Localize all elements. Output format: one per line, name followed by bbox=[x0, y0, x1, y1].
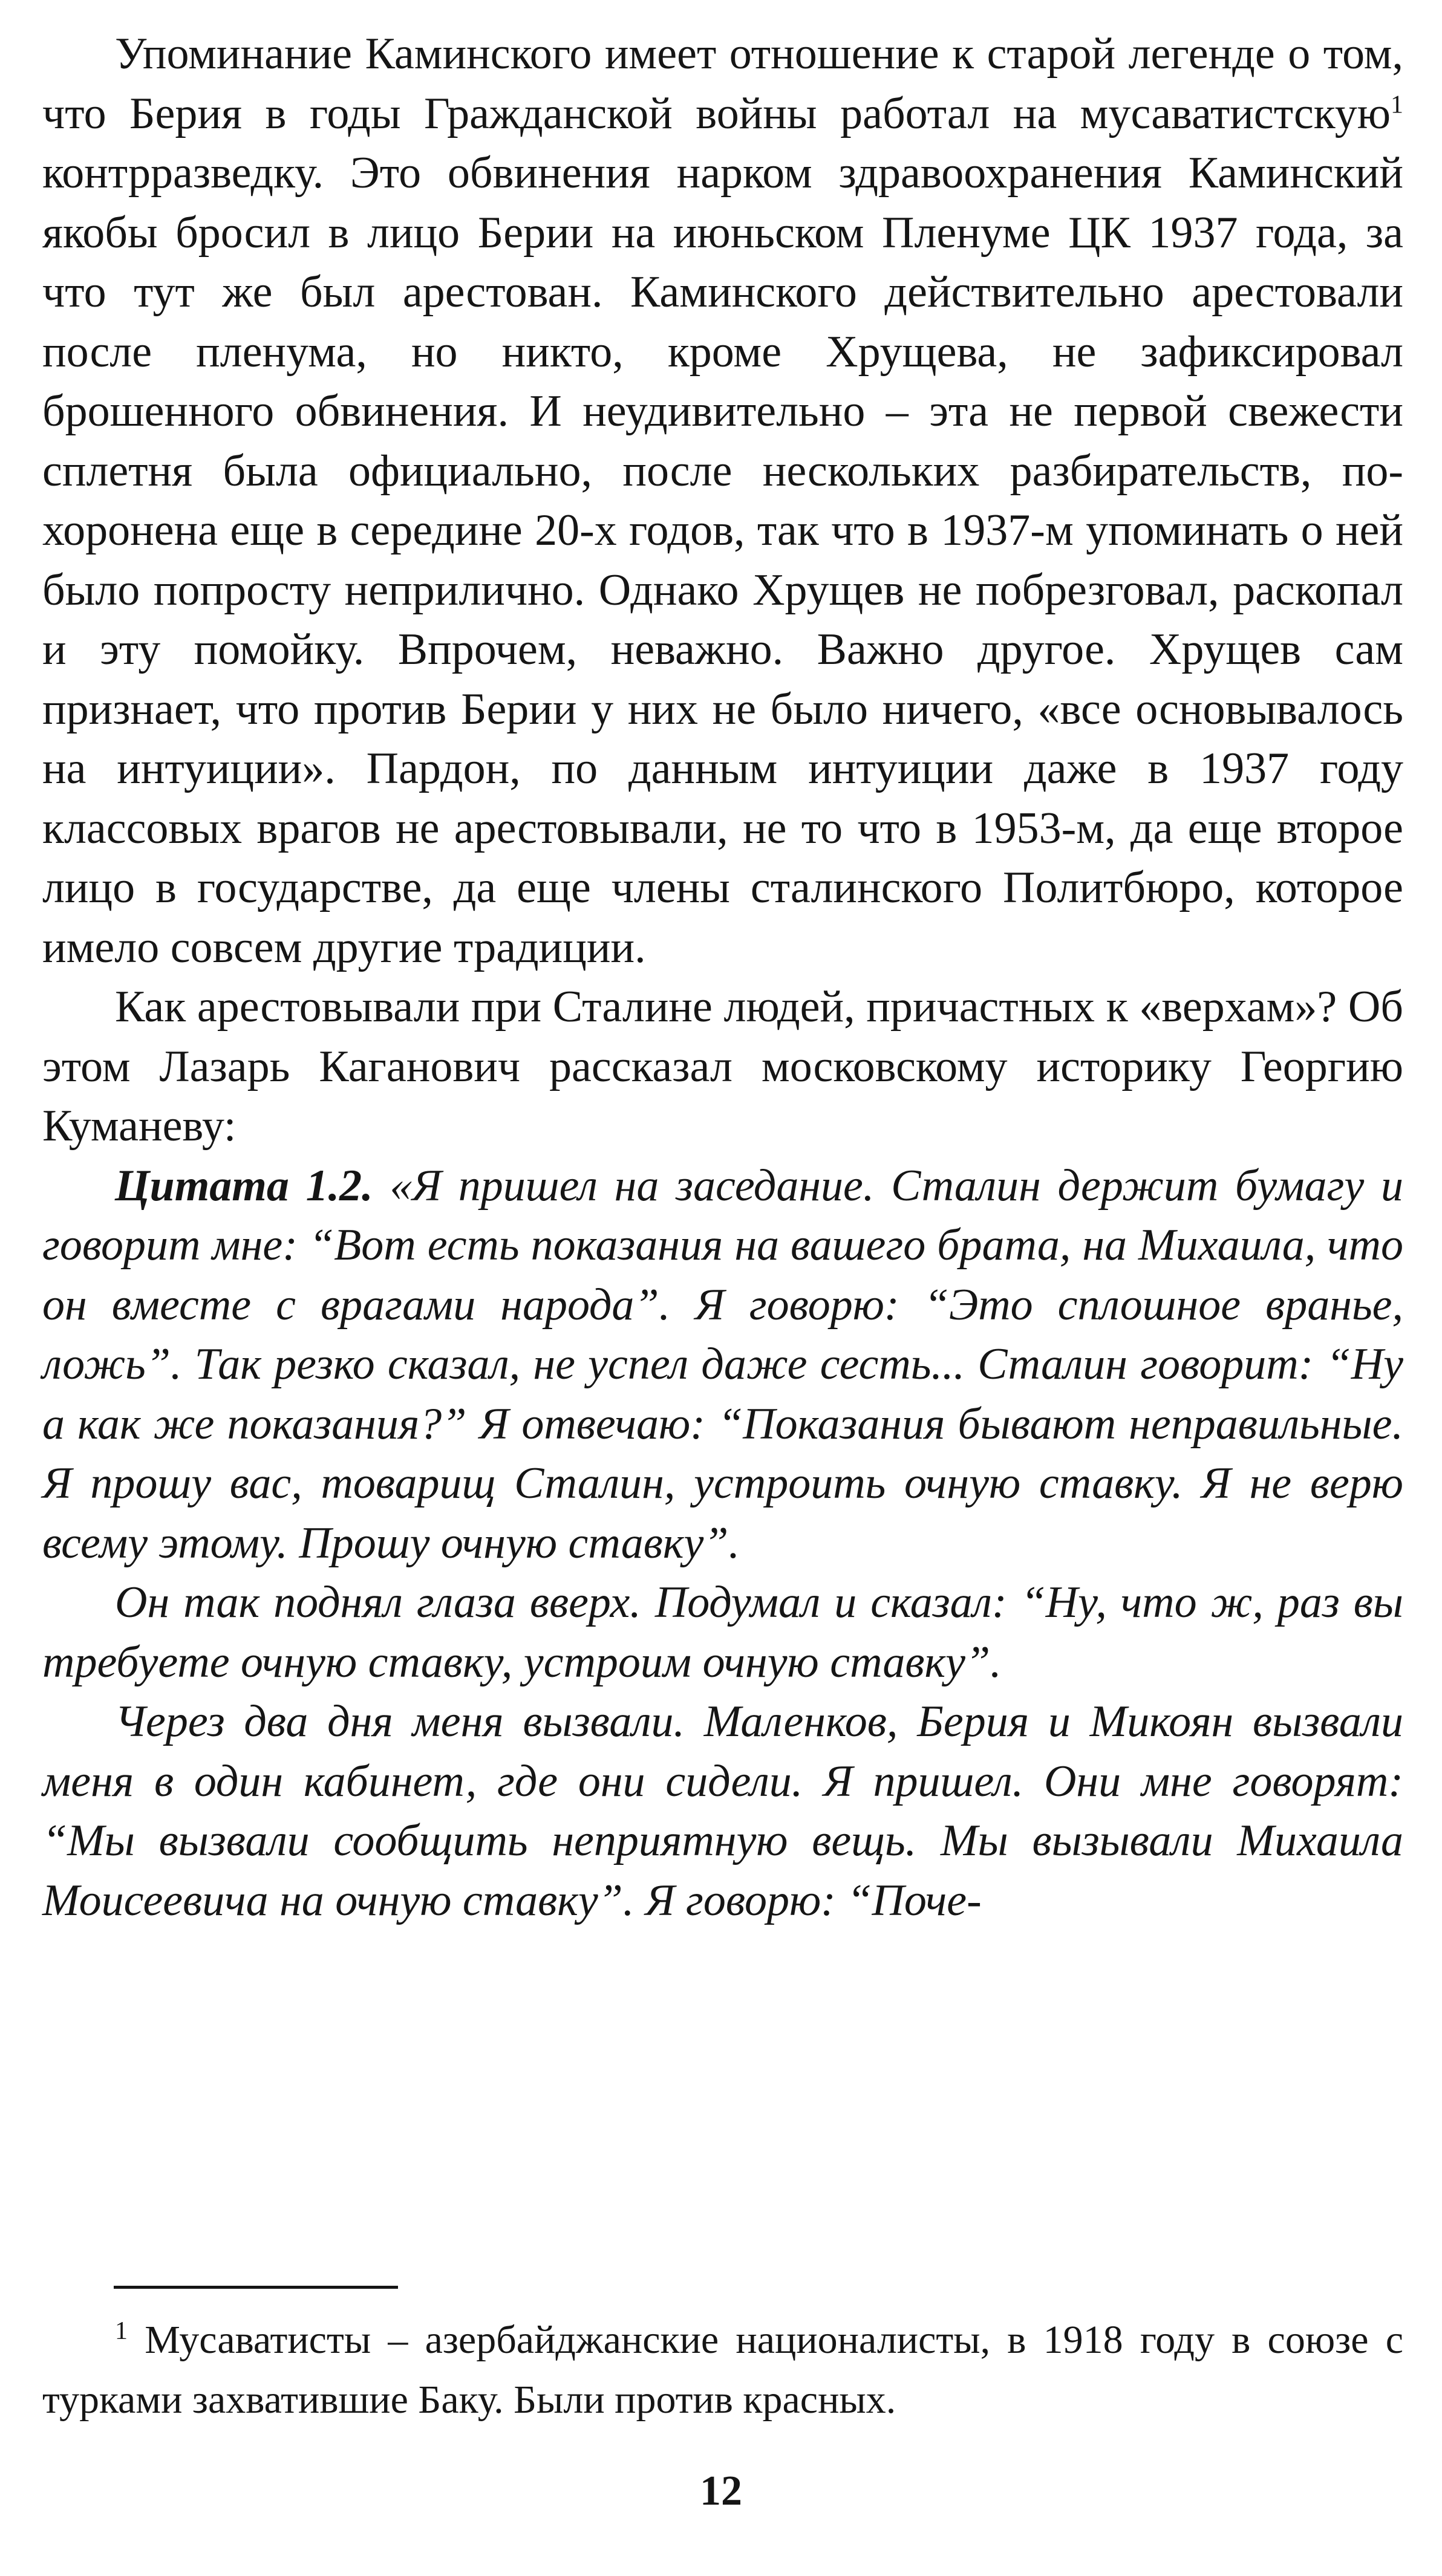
main-text bbox=[42, 24, 1403, 1930]
footnote-separator bbox=[114, 2286, 398, 2289]
footnote-reference: 1 bbox=[1391, 90, 1403, 119]
footnote-text: Мусаватисты – азербайджанские националисты, в 1918 году в союзе с турками захватившие Баку. Были против красных. bbox=[42, 2318, 1403, 2422]
paragraph-kaminsky-rest: контрразведку. Это обвинения нарком здравоохранения Каминский якобы бросил в лицо Берии на июньском Пленуме ЦК 1937 года, за что тут же был арестован. Каминского действительно арестовали после пленума, но никто, кроме Хрущева, не зафиксировал брошенного обвинения. И неудивительно – эта не первой свежести сплетня была официально, после нескольких разбирательств, похоронена еще в середине 20-х годов, так что в 1937-м упоминать о ней было попросту неприлично. Однако Хрущев не побрезговал, раскопал и эту помойку. Впрочем, неважно. Важно другое. Хрущев сам признает, что против Берии у них не было ничего, «все основывалось на интуиции». Пардон, по данным интуиции даже в 1937 году классовых врагов не арестовывали, не то что в 1953-м, да еще второе лицо в государстве, да еще члены сталинского Политбюро, которое имело совсем другие традиции. bbox=[42, 148, 1403, 972]
quote-paragraph-1 bbox=[42, 1156, 1403, 1573]
quote-paragraph-1-text: «Я пришел на заседание. Сталин держит бумагу и говорит мне: “Вот есть показания на вашего брата, на Михаила, что он вместе с врагами народа”. Я говорю: “Это сплошное вранье, ложь”. Так резко сказал, не успел даже сесть... Сталин говорит: “Ну а как же показания?” Я отвечаю: “Показания бывают неправильные. Я прошу вас, товарищ Сталин, устроить очную ставку. Я не верю всему этому. Прошу очную ставку”. bbox=[42, 1160, 1403, 1568]
quote-paragraph-3: Через два дня меня вызвали. Маленков, Берия и Микоян вызвали меня в один кабинет, где они сидели. Я пришел. Они мне говорят: “Мы вызвали сообщить неприятную вещь. Мы вызывали Михаила Моисеевича на очную ставку”. Я говорю: “Поче- bbox=[42, 1697, 1403, 1925]
paragraph-kaminsky bbox=[42, 24, 1403, 977]
page-number: 12 bbox=[700, 2468, 742, 2514]
quote-paragraph-2: Он так поднял глаза вверх. Подумал и сказал: “Ну, что ж, раз вы требуете очную ставку, устроим очную ставку”. bbox=[42, 1578, 1403, 1687]
quote-label: Цитата 1.2. bbox=[115, 1160, 373, 1211]
paragraph-kaminsky-start: Упоминание Каминского имеет отношение к старой легенде о том, что Берия в годы Гражданской войны работал на мусаватистскую bbox=[42, 29, 1403, 138]
paragraph-kaganovich-intro: Как арестовывали при Сталине людей, причастных к «верхам»? Об этом Лазарь Каганович рассказал московскому историку Георгию Куманеву: bbox=[42, 982, 1403, 1151]
footnote-mark: 1 bbox=[115, 2317, 128, 2345]
footnote bbox=[42, 2310, 1403, 2430]
